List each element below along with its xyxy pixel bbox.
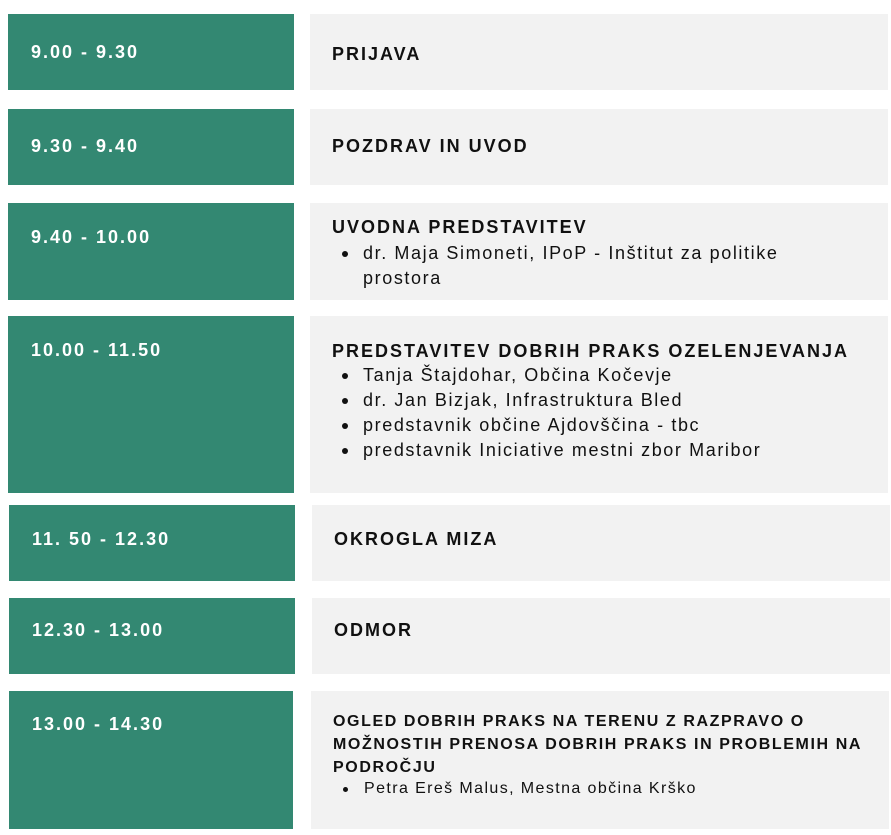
time-block (8, 316, 294, 493)
time-block (9, 598, 295, 674)
time-block (8, 109, 294, 185)
session-title: UVODNA PREDSTAVITEV (332, 217, 588, 237)
time-block (8, 203, 294, 300)
session-title: OKROGLA MIZA (334, 529, 499, 549)
session-title: ODMOR (334, 620, 413, 640)
session-panel (311, 691, 889, 829)
speaker-item: Tanja Štajdohar, Občina Kočevje (342, 363, 862, 388)
time-label: 9.30 - 9.40 (31, 136, 140, 156)
time-label: 11. 50 - 12.30 (32, 529, 171, 549)
session-panel (312, 598, 890, 674)
time-label: 10.00 - 11.50 (31, 340, 163, 360)
time-block (9, 505, 295, 581)
session-panel (312, 505, 890, 581)
session-title: POZDRAV IN UVOD (332, 136, 529, 156)
time-label: 13.00 - 14.30 (32, 714, 165, 734)
speaker-item: dr. Maja Simoneti, IPoP - Inštitut za politike prostora (342, 241, 822, 291)
speaker-list (342, 363, 862, 463)
speaker-item: predstavnik občine Ajdovščina - tbc (342, 413, 862, 438)
speaker-item: Petra Ereš Malus, Mestna občina Krško (343, 778, 823, 800)
speaker-item: predstavnik Iniciative mestni zbor Maribor (342, 438, 862, 463)
session-panel (310, 109, 888, 185)
speaker-item: dr. Jan Bizjak, Infrastruktura Bled (342, 388, 862, 413)
session-panel (310, 14, 888, 90)
speaker-list (342, 241, 822, 291)
speaker-list (343, 778, 823, 800)
time-label: 12.30 - 13.00 (32, 620, 165, 640)
session-title: OGLED DOBRIH PRAKS NA TERENU Z RAZPRAVO O MOŽNOSTIH PRENOSA DOBRIH PRAKS IN PROBLEMIH NA PODROČJU (333, 713, 862, 776)
session-title: PRIJAVA (332, 44, 422, 64)
time-block (8, 14, 294, 90)
session-panel (310, 203, 888, 300)
time-block (9, 691, 293, 829)
session-panel (310, 316, 888, 493)
session-title: PREDSTAVITEV DOBRIH PRAKS OZELENJEVANJA (332, 341, 850, 361)
time-label: 9.40 - 10.00 (31, 227, 152, 247)
time-label: 9.00 - 9.30 (31, 42, 140, 62)
